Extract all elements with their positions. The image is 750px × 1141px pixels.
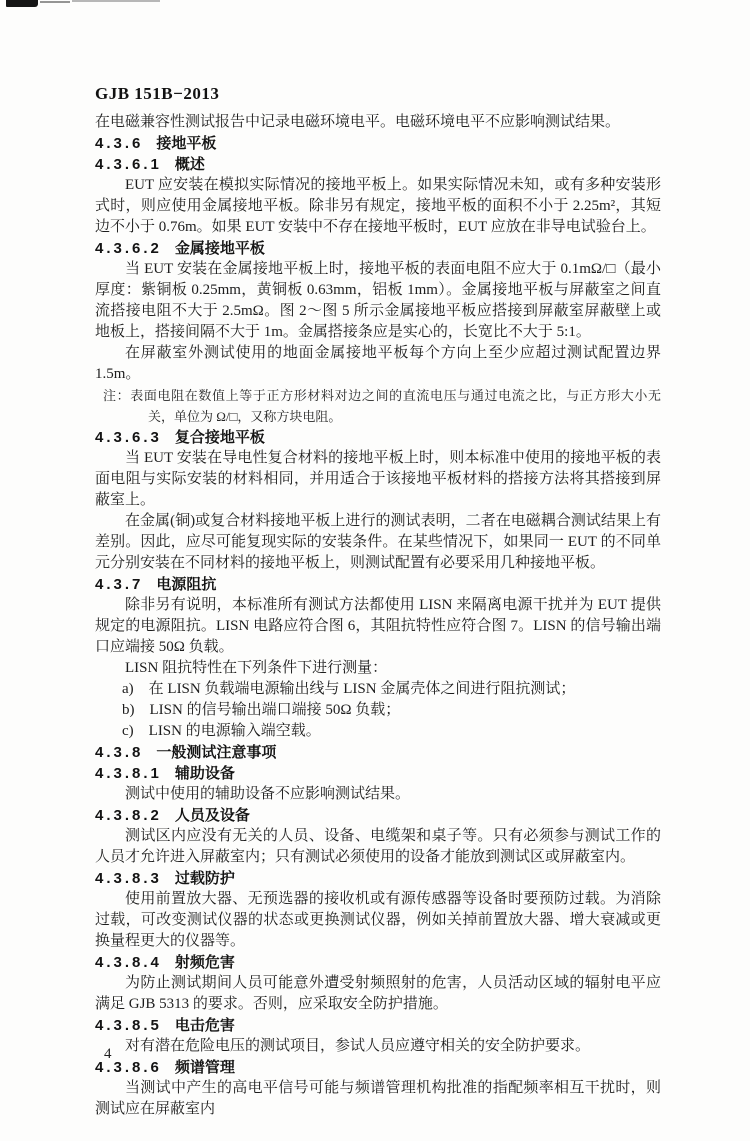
section-number: 4.3.6.3 — [95, 429, 162, 446]
section-number: 4.3.8 — [95, 744, 144, 761]
paragraph: 在屏蔽室外测试使用的地面金属接地平板每个方向上至少应超过测试配置边界 1.5m。 — [95, 345, 661, 382]
section-title: 过载防护 — [174, 870, 235, 887]
section-number: 4.3.6.2 — [95, 240, 162, 257]
section-number: 4.3.8.4 — [95, 954, 162, 971]
section-heading-4-3-8-4 — [95, 952, 661, 973]
section-heading-4-3-6 — [95, 133, 661, 154]
paragraph: 测试区内应没有无关的人员、设备、电缆架和桌子等。只有必须参与测试工作的人员才允许进入屏蔽室内；只有测试必须使用的设备才能放到测试区或屏蔽室内。 — [95, 828, 661, 865]
section-heading-4-3-6-3 — [95, 427, 661, 448]
section-number: 4.3.8.5 — [95, 1017, 162, 1034]
section-heading-4-3-8-3 — [95, 868, 661, 889]
scan-artifact-line — [72, 0, 160, 2]
paragraph: 在金属(铜)或复合材料接地平板上进行的测试表明，二者在电磁耦合测试结果上有差别。因此，应尽可能复现实际的安装条件。在某些情况下，如果同一 EUT 的不同单元分别安装在不同材料的接地平板上，则测试配置有必要采用几种接地平板。 — [95, 513, 661, 571]
section-heading-4-3-6-2 — [95, 238, 661, 259]
paragraph: 为防止测试期间人员可能意外遭受射频照射的危害，人员活动区域的辐射电平应满足 GJB 5313 的要求。否则，应采取安全防护措施。 — [95, 975, 661, 1012]
section-number: 4.3.8.3 — [95, 870, 162, 887]
section-title: 射频危害 — [174, 954, 235, 971]
section-title: 复合接地平板 — [174, 429, 265, 446]
section-number: 4.3.6 — [95, 135, 144, 152]
paragraph: EUT 应安装在模拟实际情况的接地平板上。如果实际情况未知，或有多种安装形式时，则应使用金属接地平板。除非另有规定，接地平板的面积不小于 2.25m²，其短边不小于 0.76m。如果 EUT 安装中不存在接地平板时，EUT 应放在非导电试验台上。 — [95, 177, 661, 235]
scan-artifact-line — [40, 1, 70, 3]
section-heading-4-3-8 — [95, 742, 661, 763]
page-number: 4 — [104, 1046, 112, 1062]
list-item-a: a) 在 LISN 负载端电源输出线与 LISN 金属壳体之间进行阻抗测试； — [122, 681, 576, 697]
paragraph: 对有潜在危险电压的测试项目，参试人员应遵守相关的安全防护要求。 — [125, 1038, 591, 1054]
section-title: 电击危害 — [174, 1017, 235, 1034]
section-title: 频谱管理 — [174, 1059, 235, 1076]
section-title: 接地平板 — [156, 135, 217, 152]
section-heading-4-3-6-1 — [95, 154, 661, 175]
section-number: 4.3.6.1 — [95, 156, 162, 173]
section-title: 电源阻抗 — [156, 576, 217, 593]
paragraph: 测试中使用的辅助设备不应影响测试结果。 — [125, 786, 411, 802]
paragraph: 使用前置放大器、无预选器的接收机或有源传感器等设备时要预防过载。为消除过载，可改变测试仪器的状态或更换测试仪器，例如关掉前置放大器、增大衰减或更换量程更大的仪器等。 — [95, 891, 661, 949]
list-item-c: c) LISN 的电源输入端空载。 — [122, 723, 321, 739]
section-title: 辅助设备 — [174, 765, 235, 782]
section-title: 概述 — [174, 156, 205, 173]
paragraph-continued: 在电磁兼容性测试报告中记录电磁环境电平。电磁环境电平不应影响测试结果。 — [95, 114, 621, 130]
scan-artifact-mark — [6, 0, 38, 7]
section-number: 4.3.8.2 — [95, 807, 162, 824]
section-number: 4.3.7 — [95, 576, 144, 593]
section-heading-4-3-8-6 — [95, 1057, 661, 1078]
section-title: 金属接地平板 — [174, 240, 265, 257]
paragraph: LISN 阻抗特性在下列条件下进行测量： — [125, 660, 388, 676]
section-heading-4-3-7 — [95, 574, 661, 595]
paragraph: 当 EUT 安装在金属接地平板上时，接地平板的表面电阻不应大于 0.1mΩ/□（最小厚度：紫铜板 0.25mm，黄铜板 0.63mm，铝板 1mm）。金属接地平板与屏蔽室之间直流搭接电阻不大于 2.5mΩ。图 2～图 5 所示金属接地平板应搭接到屏蔽室屏蔽壁上或地板上，搭接间隔不大于 1m。金属搭接条应是实心的，长宽比不大于 5:1。 — [95, 261, 661, 340]
list-item-b: b) LISN 的信号输出端口端接 50Ω 负载； — [122, 702, 401, 718]
section-title: 人员及设备 — [174, 807, 250, 824]
section-number: 4.3.8.6 — [95, 1059, 162, 1076]
document-body — [95, 112, 661, 1120]
standard-number-header: GJB 151B−2013 — [95, 84, 220, 103]
paragraph: 当 EUT 安装在导电性复合材料的接地平板上时，则本标准中使用的接地平板的表面电阻与实际安装的材料相同，并用适合于该接地平板材料的搭接方法将其搭接到屏蔽室上。 — [95, 450, 661, 508]
section-heading-4-3-8-5 — [95, 1015, 661, 1036]
note-paragraph: 注：表面电阻在数值上等于正方形材料对边之间的直流电压与通过电流之比，与正方形大小无关，单位为 Ω/□，又称方块电阻。 — [103, 388, 661, 424]
section-heading-4-3-8-2 — [95, 805, 661, 826]
section-heading-4-3-8-1 — [95, 763, 661, 784]
paragraph: 除非另有说明，本标准所有测试方法都使用 LISN 来隔离电源干扰并为 EUT 提供规定的电源阻抗。LISN 电路应符合图 6，其阻抗特性应符合图 7。LISN 的信号输出端口应端接 50Ω 负载。 — [95, 597, 661, 655]
section-number: 4.3.8.1 — [95, 765, 162, 782]
paragraph: 当测试中产生的高电平信号可能与频谱管理机构批准的指配频率相互干扰时，则测试应在屏蔽室内 — [95, 1080, 661, 1117]
section-title: 一般测试注意事项 — [156, 744, 277, 761]
